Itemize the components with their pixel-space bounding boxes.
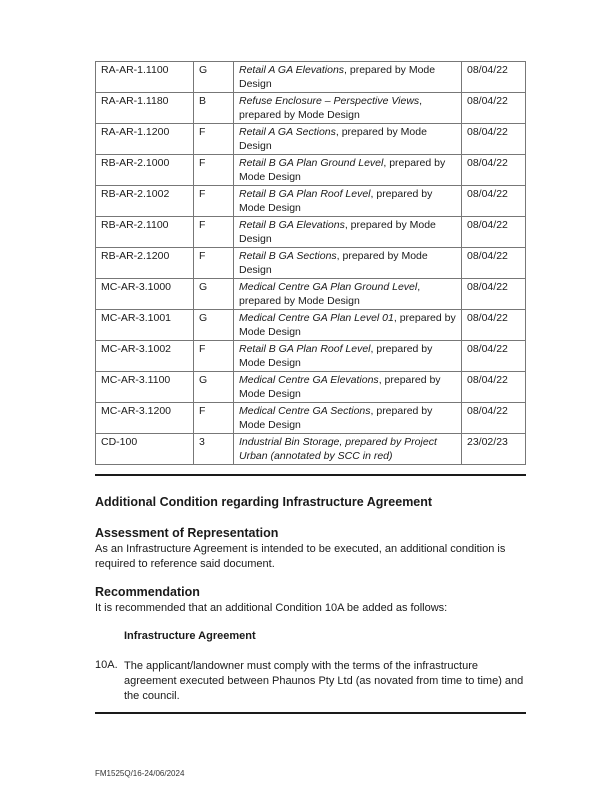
table-row xyxy=(96,93,526,124)
recommendation-heading: Recommendation xyxy=(95,585,200,599)
plan-title-rest: , prepared by Mode Design xyxy=(239,405,433,431)
plan-title-rest: , prepared by Mode Design xyxy=(239,281,421,307)
table-row xyxy=(96,124,526,155)
revision-cell: F xyxy=(194,217,234,248)
plan-title-rest: , prepared by Mode Design xyxy=(239,219,436,245)
plan-number-cell: RA-AR-1.1180 xyxy=(96,93,194,124)
revision-cell: G xyxy=(194,372,234,403)
plan-number-cell: MC-AR-3.1100 xyxy=(96,372,194,403)
plan-title-italic: Medical Centre GA Plan Level 01 xyxy=(239,312,394,324)
plan-title-cell xyxy=(234,341,462,372)
table-row xyxy=(96,434,526,465)
plan-title-italic: Retail B GA Elevations xyxy=(239,219,345,231)
plan-title-cell xyxy=(234,372,462,403)
plan-title-cell xyxy=(234,310,462,341)
plan-date-cell: 08/04/22 xyxy=(462,372,526,403)
plan-number-cell: CD-100 xyxy=(96,434,194,465)
table-row xyxy=(96,155,526,186)
plans-table-body xyxy=(96,62,526,465)
plan-date-cell: 08/04/22 xyxy=(462,310,526,341)
plan-title-rest: , prepared by Mode Design xyxy=(239,157,446,183)
plan-title-rest: , prepared by Mode Design xyxy=(239,64,436,90)
plan-number-cell: MC-AR-3.1200 xyxy=(96,403,194,434)
plan-number-cell: RB-AR-2.1000 xyxy=(96,155,194,186)
plan-title-rest: , prepared by Mode Design xyxy=(239,250,428,276)
plan-title-rest: , prepared by Mode Design xyxy=(239,374,441,400)
plan-number-cell: RB-AR-2.1002 xyxy=(96,186,194,217)
revision-cell: F xyxy=(194,124,234,155)
plan-title-cell xyxy=(234,155,462,186)
plan-title-cell xyxy=(234,217,462,248)
table-row xyxy=(96,310,526,341)
assessment-text: As an Infrastructure Agreement is intended to be executed, an additional condition is required to reference said document. xyxy=(95,543,506,570)
condition-heading: Infrastructure Agreement xyxy=(124,630,256,642)
condition-number: 10A. xyxy=(95,659,118,671)
table-row xyxy=(96,279,526,310)
revision-cell: F xyxy=(194,248,234,279)
plan-date-cell: 23/02/23 xyxy=(462,434,526,465)
plan-number-cell: MC-AR-3.1000 xyxy=(96,279,194,310)
plan-date-cell: 08/04/22 xyxy=(462,93,526,124)
plan-number-cell: RB-AR-2.1100 xyxy=(96,217,194,248)
footer-code: FM1525Q/16-24/06/2024 xyxy=(95,769,185,778)
table-row xyxy=(96,341,526,372)
section-divider-bottom xyxy=(95,712,526,714)
plan-title-italic: Retail A GA Elevations xyxy=(239,64,345,76)
plan-date-cell: 08/04/22 xyxy=(462,341,526,372)
table-row xyxy=(96,248,526,279)
plan-date-cell: 08/04/22 xyxy=(462,62,526,93)
plan-number-cell: RA-AR-1.1200 xyxy=(96,124,194,155)
plan-title-cell xyxy=(234,186,462,217)
table-row xyxy=(96,372,526,403)
plan-title-italic: Retail B GA Plan Roof Level xyxy=(239,188,371,200)
revision-cell: G xyxy=(194,279,234,310)
plans-table xyxy=(95,61,526,465)
revision-cell: F xyxy=(194,403,234,434)
plan-title-rest: , prepared by Mode Design xyxy=(239,126,427,152)
plan-title-cell xyxy=(234,403,462,434)
recommendation-text: It is recommended that an additional Condition 10A be added as follows: xyxy=(95,602,448,614)
plan-number-cell: MC-AR-3.1002 xyxy=(96,341,194,372)
table-row xyxy=(96,217,526,248)
section-divider-top xyxy=(95,474,526,476)
table-row xyxy=(96,403,526,434)
condition-text: The applicant/landowner must comply with the terms of the infrastructure agreement executed between Phaunos Pty Ltd (as novated from time to time) and the council. xyxy=(124,660,524,702)
plan-date-cell: 08/04/22 xyxy=(462,186,526,217)
plan-title-cell xyxy=(234,279,462,310)
plan-title-italic: Retail B GA Plan Roof Level xyxy=(239,343,371,355)
plan-date-cell: 08/04/22 xyxy=(462,155,526,186)
revision-cell: F xyxy=(194,186,234,217)
plan-title-italic: Retail A GA Sections xyxy=(239,126,336,138)
plan-title-italic: Medical Centre GA Plan Ground Level xyxy=(239,281,418,293)
revision-cell: F xyxy=(194,341,234,372)
plan-number-cell: MC-AR-3.1001 xyxy=(96,310,194,341)
table-row xyxy=(96,186,526,217)
plan-title-italic: Retail B GA Plan Ground Level xyxy=(239,157,384,169)
plan-title-italic: Refuse Enclosure – Perspective Views xyxy=(239,95,420,107)
plan-date-cell: 08/04/22 xyxy=(462,124,526,155)
plan-title-rest: , prepared by Mode Design xyxy=(239,343,433,369)
revision-cell: G xyxy=(194,310,234,341)
plan-title-italic: Medical Centre GA Elevations xyxy=(239,374,379,386)
plan-number-cell: RA-AR-1.1100 xyxy=(96,62,194,93)
plan-date-cell: 08/04/22 xyxy=(462,403,526,434)
plan-title-rest: , prepared by Mode Design xyxy=(239,188,433,214)
plan-title-cell xyxy=(234,248,462,279)
plan-date-cell: 08/04/22 xyxy=(462,248,526,279)
section-heading: Additional Condition regarding Infrastructure Agreement xyxy=(95,495,433,509)
revision-cell: B xyxy=(194,93,234,124)
plan-title-rest: , prepared by Mode Design xyxy=(239,312,456,338)
plan-title-cell xyxy=(234,434,462,465)
assessment-heading: Assessment of Representation xyxy=(95,526,279,540)
plan-date-cell: 08/04/22 xyxy=(462,279,526,310)
plan-title-italic: Retail B GA Sections xyxy=(239,250,337,262)
revision-cell: 3 xyxy=(194,434,234,465)
plan-title-italic: Medical Centre GA Sections xyxy=(239,405,371,417)
plan-title-cell xyxy=(234,93,462,124)
table-row xyxy=(96,62,526,93)
plan-date-cell: 08/04/22 xyxy=(462,217,526,248)
plan-title-cell xyxy=(234,62,462,93)
plan-title-italic: Industrial Bin Storage, prepared by Project Urban (annotated by SCC in red) xyxy=(239,436,437,462)
plan-title-cell xyxy=(234,124,462,155)
revision-cell: G xyxy=(194,62,234,93)
plan-number-cell: RB-AR-2.1200 xyxy=(96,248,194,279)
plan-title-rest: , prepared by Mode Design xyxy=(239,95,423,121)
revision-cell: F xyxy=(194,155,234,186)
